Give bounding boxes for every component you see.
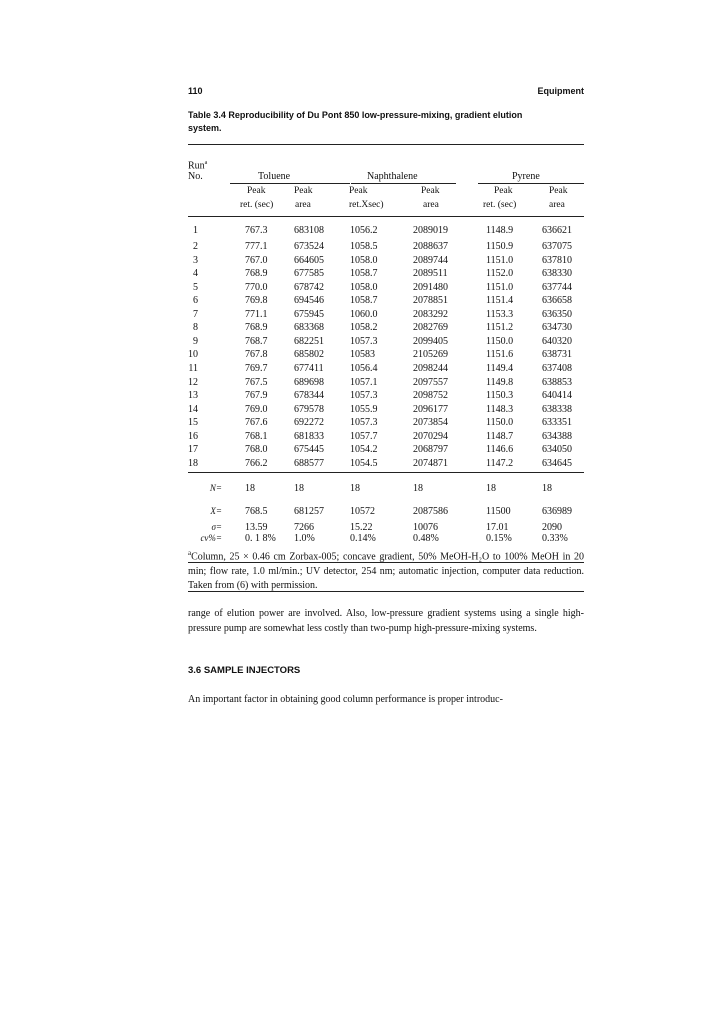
value-cell: 1054.5 <box>350 457 378 469</box>
section-heading: 3.6 SAMPLE INJECTORS <box>188 665 301 676</box>
stat-label-cell: cv%= <box>200 533 222 543</box>
stat-value-cell: 10076 <box>413 522 438 533</box>
value-cell: 2074871 <box>413 457 448 469</box>
value-cell: 1150.0 <box>486 417 514 429</box>
value-cell: 677411 <box>294 362 324 374</box>
value-cell: 768.0 <box>245 444 268 456</box>
stat-label-cell: σ= <box>211 522 222 532</box>
subheader-toluene-area-unit: area <box>295 200 311 210</box>
value-cell: 683108 <box>294 225 324 236</box>
table-caption-line-2: system. <box>188 123 222 133</box>
table-footnote <box>188 546 584 594</box>
stat-value-cell: 18 <box>542 483 552 494</box>
value-cell: 637744 <box>542 281 572 293</box>
subheader-pyrene-area-unit: area <box>549 200 565 210</box>
value-cell: 640414 <box>542 390 572 402</box>
stat-value-cell: 17.01 <box>486 522 509 533</box>
value-cell: 768.1 <box>245 430 268 442</box>
value-cell: 767.8 <box>245 349 268 361</box>
value-cell: 2099405 <box>413 335 448 347</box>
body-paragraph-1: range of elution power are involved. Also, low-pressure gradient systems using a single high-pressure pump are somewhat less costly than two-pump high-pressure-mixing systems. <box>188 608 584 634</box>
stat-value-cell: 2087586 <box>413 506 448 517</box>
run-number-cell: 5 <box>193 281 198 293</box>
value-cell: 1150.3 <box>486 390 514 402</box>
stat-value-cell: 18 <box>294 483 304 494</box>
value-cell: 1060.0 <box>350 308 378 320</box>
stat-value-cell: 18 <box>413 483 423 494</box>
value-cell: 1148.9 <box>486 225 514 236</box>
run-header: Run$^a$ <box>188 160 208 172</box>
value-cell: 1058.5 <box>350 241 378 252</box>
value-cell: 2089511 <box>413 268 448 280</box>
run-number-cell: 13 <box>188 390 198 402</box>
value-cell: 1057.3 <box>350 335 378 347</box>
value-cell: 675445 <box>294 444 324 456</box>
running-head: Equipment <box>537 86 584 96</box>
stat-value-cell: 7266 <box>294 522 314 533</box>
value-cell: 1058.0 <box>350 281 378 293</box>
value-cell: 1149.4 <box>486 362 514 374</box>
run-number-cell: 2 <box>193 241 198 252</box>
table-caption <box>188 109 584 135</box>
group-header-toluene: Toluene <box>258 171 291 182</box>
value-cell: 1057.1 <box>350 376 378 388</box>
run-number-cell: 8 <box>193 322 198 334</box>
subheader-toluene-ret: Peak <box>247 186 266 196</box>
value-cell: 1151.6 <box>486 349 514 361</box>
stat-value-cell: 0.48% <box>413 533 439 544</box>
value-cell: 678742 <box>294 281 324 293</box>
value-cell: 767.5 <box>245 376 268 388</box>
value-cell: 685802 <box>294 349 324 361</box>
value-cell: 1151.0 <box>486 254 514 266</box>
value-cell: 2089019 <box>413 225 448 236</box>
subheader-naph-area: Peak <box>421 186 440 196</box>
run-number-cell: 18 <box>188 457 198 469</box>
header-bottom-rule <box>188 216 584 217</box>
value-cell: 2089744 <box>413 254 448 266</box>
value-cell: 2068797 <box>413 444 448 456</box>
value-cell: 688577 <box>294 457 324 469</box>
stat-value-cell: 0. 1 8% <box>245 533 276 544</box>
subheader-toluene-ret-unit: ret. (sec) <box>240 200 274 210</box>
value-cell: 2070294 <box>413 430 448 442</box>
value-cell: 768.7 <box>245 335 268 347</box>
value-cell: 2091480 <box>413 281 448 293</box>
toluene-rule <box>230 183 350 184</box>
page-number: 110 <box>188 86 203 96</box>
value-cell: 682251 <box>294 335 324 347</box>
value-cell: 679578 <box>294 403 324 415</box>
value-cell: 673524 <box>294 241 324 252</box>
subheader-naph-area-unit: area <box>423 200 439 210</box>
value-cell: 2097557 <box>413 376 448 388</box>
value-cell: 677585 <box>294 268 324 280</box>
table-top-rule <box>188 144 584 145</box>
value-cell: 769.8 <box>245 295 268 307</box>
stat-value-cell: 13.59 <box>245 522 268 533</box>
value-cell: 638330 <box>542 268 572 280</box>
value-cell: 769.0 <box>245 403 268 415</box>
value-cell: 770.0 <box>245 281 268 293</box>
run-number-cell: 17 <box>188 444 198 456</box>
value-cell: 2073854 <box>413 417 448 429</box>
stat-value-cell: 11500 <box>486 506 511 517</box>
value-cell: 1057.3 <box>350 417 378 429</box>
value-cell: 1056.2 <box>350 225 378 236</box>
value-cell: 1152.0 <box>486 268 514 280</box>
value-cell: 664605 <box>294 254 324 266</box>
value-cell: 1149.8 <box>486 376 514 388</box>
value-cell: 638731 <box>542 349 572 361</box>
value-cell: 638853 <box>542 376 572 388</box>
stat-value-cell: 18 <box>350 483 360 494</box>
value-cell: 1151.4 <box>486 295 514 307</box>
value-cell: 1147.2 <box>486 457 514 469</box>
value-cell: 767.9 <box>245 390 268 402</box>
run-number-cell: 7 <box>193 308 198 320</box>
stat-value-cell: 0.14% <box>350 533 376 544</box>
value-cell: 633351 <box>542 417 572 429</box>
value-cell: 692272 <box>294 417 324 429</box>
value-cell: 637810 <box>542 254 572 266</box>
subheader-pyrene-ret: Peak <box>494 186 513 196</box>
value-cell: 1148.3 <box>486 403 514 415</box>
value-cell: 637075 <box>542 241 572 252</box>
value-cell: 2083292 <box>413 308 448 320</box>
run-number-cell: 9 <box>193 335 198 347</box>
value-cell: 10583 <box>350 349 375 361</box>
stat-value-cell: 636989 <box>542 506 572 517</box>
value-cell: 768.9 <box>245 268 268 280</box>
value-cell: 1054.2 <box>350 444 378 456</box>
value-cell: 1055.9 <box>350 403 378 415</box>
value-cell: 2098752 <box>413 390 448 402</box>
subheader-pyrene-ret-unit: ret. (sec) <box>483 200 517 210</box>
value-cell: 634388 <box>542 430 572 442</box>
run-no-header: No. <box>188 171 203 182</box>
value-cell: 1151.0 <box>486 281 514 293</box>
value-cell: 681833 <box>294 430 324 442</box>
value-cell: 1153.3 <box>486 308 514 320</box>
footnote-text: Column, 25 × 0.46 cm Zorbax-005; concave gradient, 50% MeOH-H₂O to 100% MeOH in 20 min; flow rate, 1.0 ml/min.; UV detector, 254 nm; automatic injection, computer data reduction. Taken from (6) with permission. <box>188 551 584 592</box>
run-number-cell: 6 <box>193 295 198 307</box>
value-cell: 2096177 <box>413 403 448 415</box>
subheader-pyrene-area: Peak <box>549 186 568 196</box>
subheader-naph-ret-unit: ret.Xsec) <box>349 200 384 210</box>
stat-value-cell: 681257 <box>294 506 324 517</box>
rows-bottom-rule <box>188 472 584 473</box>
value-cell: 2098244 <box>413 362 448 374</box>
run-number-cell: 10 <box>188 349 198 361</box>
value-cell: 638338 <box>542 403 572 415</box>
value-cell: 636658 <box>542 295 572 307</box>
value-cell: 2078851 <box>413 295 448 307</box>
value-cell: 767.6 <box>245 417 268 429</box>
value-cell: 2105269 <box>413 349 448 361</box>
group-header-pyrene: Pyrene <box>512 171 540 182</box>
value-cell: 1151.2 <box>486 322 514 334</box>
value-cell: 1148.7 <box>486 430 514 442</box>
value-cell: 2088637 <box>413 241 448 252</box>
subheader-toluene-area: Peak <box>294 186 313 196</box>
group-header-naphthalene: Naphthalene <box>367 171 418 182</box>
stat-value-cell: 0.15% <box>486 533 512 544</box>
value-cell: 637408 <box>542 362 572 374</box>
pyrene-rule <box>478 183 584 184</box>
run-number-cell: 15 <box>188 417 198 429</box>
value-cell: 767.3 <box>245 225 268 236</box>
subheader-naph-ret: Peak <box>349 186 368 196</box>
stat-value-cell: 1.0% <box>294 533 315 544</box>
run-number-cell: 12 <box>188 376 198 388</box>
value-cell: 766.2 <box>245 457 268 469</box>
book-page <box>188 86 584 705</box>
stat-value-cell: 18 <box>245 483 255 494</box>
value-cell: 1150.9 <box>486 241 514 252</box>
value-cell: 771.1 <box>245 308 268 320</box>
value-cell: 634050 <box>542 444 572 456</box>
value-cell: 1058.7 <box>350 295 378 307</box>
stat-value-cell: 2090 <box>542 522 562 533</box>
value-cell: 1057.7 <box>350 430 378 442</box>
run-number-cell: 16 <box>188 430 198 442</box>
value-cell: 678344 <box>294 390 324 402</box>
value-cell: 694546 <box>294 295 324 307</box>
value-cell: 1058.7 <box>350 268 378 280</box>
value-cell: 1058.2 <box>350 322 378 334</box>
value-cell: 636350 <box>542 308 572 320</box>
value-cell: 689698 <box>294 376 324 388</box>
value-cell: 777.1 <box>245 241 268 252</box>
footnote-bottom-rule <box>188 591 584 592</box>
table-caption-line-1: Table 3.4 Reproducibility of Du Pont 850 low-pressure-mixing, gradient elution <box>188 110 523 120</box>
value-cell: 636621 <box>542 225 572 236</box>
value-cell: 683368 <box>294 322 324 334</box>
value-cell: 769.7 <box>245 362 268 374</box>
body-paragraph-2: An important factor in obtaining good column performance is proper introduc- <box>188 694 503 705</box>
value-cell: 1146.6 <box>486 444 514 456</box>
page-header <box>188 86 584 100</box>
value-cell: 640320 <box>542 335 572 347</box>
stat-label-cell: X= <box>210 506 222 516</box>
stat-value-cell: 18 <box>486 483 496 494</box>
stat-value-cell: 0.33% <box>542 533 568 544</box>
run-number-cell: 3 <box>193 254 198 266</box>
value-cell: 1058.0 <box>350 254 378 266</box>
naphthalene-rule <box>351 183 456 184</box>
stat-value-cell: 15.22 <box>350 522 373 533</box>
stat-value-cell: 768.5 <box>245 506 268 517</box>
value-cell: 2082769 <box>413 322 448 334</box>
value-cell: 767.0 <box>245 254 268 266</box>
value-cell: 1057.3 <box>350 390 378 402</box>
value-cell: 1150.0 <box>486 335 514 347</box>
run-number-cell: 1 <box>193 225 198 236</box>
value-cell: 675945 <box>294 308 324 320</box>
stat-label-cell: N= <box>209 483 222 493</box>
value-cell: 1056.4 <box>350 362 378 374</box>
run-number-cell: 4 <box>193 268 198 280</box>
value-cell: 634645 <box>542 457 572 469</box>
value-cell: 768.9 <box>245 322 268 334</box>
run-number-cell: 11 <box>188 362 198 374</box>
value-cell: 634730 <box>542 322 572 334</box>
run-number-cell: 14 <box>188 403 198 415</box>
footnote-marker: a <box>188 549 192 557</box>
stat-value-cell: 10572 <box>350 506 375 517</box>
